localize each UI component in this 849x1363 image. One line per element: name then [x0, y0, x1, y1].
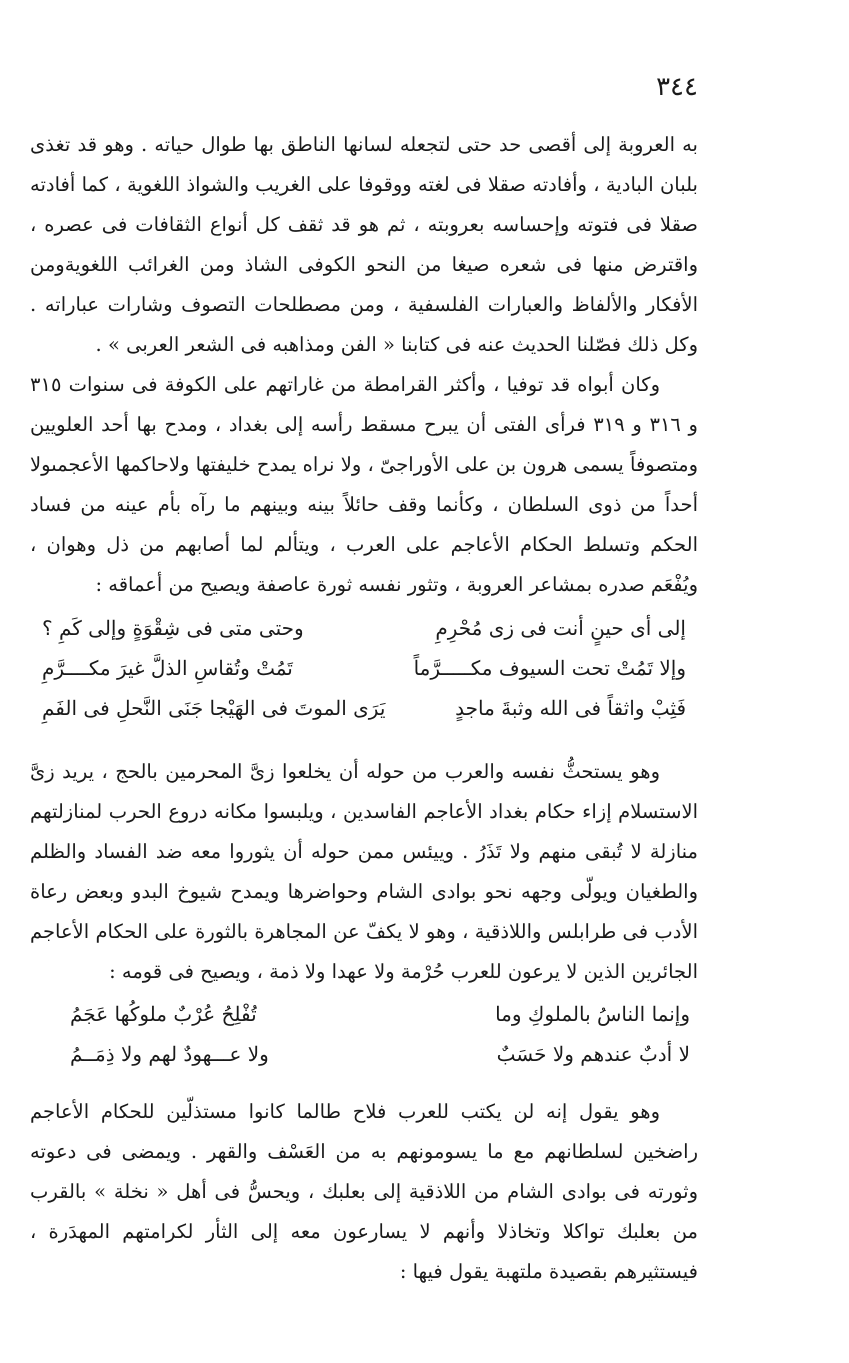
paragraph-1: به العروبة إلى أقصى حد حتى لتجعله لسانها الناطق بها طوال حياته . وهو قد تغذى بلبان البادية ، وأفادته صقلا فى لغته ووقوفا على الغريب والشواذ اللغوية ، كما أفادته صقلا فى فتوته وإحساسه بعروبته ، ثم هو قد ثقف كل أنواع الثقافات فى عصره ، واقترض منها فى شعره صيغا من النحو الكوفى الشاذ ومن الغرائب اللغويةومن الأفكار والألفاظ والعبارات الفلسفية ، ومن مصطلحات التصوف وشارات عباراته . وكل ذلك فصّلنا الحديث عنه فى كتابنا « الفن ومذاهبه فى الشعر العربى » .: [30, 133, 698, 356]
paragraph-4: وهو يقول إنه لن يكتب للعرب فلاح طالما كانوا مستذلّين للحكام الأعاجم راضخين لسلطانهم مع ما يسومونهم به من العَسْف والقهر . ويمضى فى دعوته وثورته فى بوادى الشام من اللاذقية إلى بعلبك ، ويحسُّ فى أهل « نخلة » بالقرب من بعلبك تواكلا وتخاذلا وأنهم لا يسارعون معه إلى الثأر لكرامتهم المهدَرة ، فيستثيرهم بقصيدة ملتهبة يقول فيها :: [30, 1100, 698, 1283]
verse-row: [30, 608, 698, 648]
poem-1: [30, 608, 698, 728]
verse-first-hemistich: وإنما الناسُ بالملوكِ وما: [495, 1002, 690, 1026]
poem-2: [30, 994, 698, 1074]
verse-first-hemistich: وإلا تَمُتْ تحت السيوف مكـــــرَّماً: [413, 656, 686, 680]
verse-row: [30, 688, 698, 728]
page-number: ٣٤٤: [656, 72, 698, 102]
verse-second-hemistich: تُفْلِحُ عُرْبٌ ملوكُها عَجَمُ: [70, 1002, 257, 1026]
verse-first-hemistich: فَثِبْ واثقاً فى الله وثبةَ ماجدٍ: [455, 696, 686, 720]
body-text-section-2: [30, 752, 698, 992]
verse-second-hemistich: يَرَى الموتَ فى الهَيْجا جَنَى النَّحلِ فى الفَمِ: [42, 696, 386, 720]
verse-row: [30, 1034, 698, 1074]
body-text-section-1: [30, 125, 698, 605]
verse-row: [30, 648, 698, 688]
verse-first-hemistich: إلى أى حينٍ أنت فى زى مُحْرِمِ: [435, 616, 686, 640]
verse-row: [30, 994, 698, 1034]
paragraph-3: وهو يستحثُّ نفسه والعرب من حوله أن يخلعوا زىَّ المحرمين بالحج ، يريد زىَّ الاستسلام إزاء حكام بغداد الأعاجم الفاسدين ، ويلبسوا مكانه دروع الحرب لمنازلتهم منازلة لا تُبقى منهم ولا تَذَرُ . وييئس ممن حوله أن يثوروا معه ضد الفساد والظلم والطغيان ويولّى وجهه نحو بوادى الشام وحواضرها ويمدح شيوخ البدو وبعض رعاة الأدب فى طرابلس واللاذقية ، وهو لا يكفّ عن المجاهرة بالثورة على الحكام الأعاجم الجائرين الذين لا يرعون للعرب حُرْمة ولا عهدا ولا ذمة ، ويصيح فى قومه :: [30, 760, 698, 983]
verse-second-hemistich: تَمُتْ وتُقاسِ الذلَّ غيرَ مكــــرَّمِ: [42, 656, 293, 680]
verse-first-hemistich: لا أدبٌ عندهم ولا حَسَبٌ: [496, 1042, 690, 1066]
paragraph-2: وكان أبواه قد توفيا ، وأكثر القرامطة من غاراتهم على الكوفة فى سنوات ٣١٥ و ٣١٦ و ٣١٩ فرأى الفتى أن يبرح مسقط رأسه إلى بغداد ، ومدح بها أحد العلويين ومتصوفاً يسمى هرون بن على الأوراجىّ ، ولا نراه يمدح خليفتها ولاحاكمها الأعجمىولا أحداً من ذوى السلطان ، وكأنما وقف حائلاً بينه وبينهم ما رآه بأم عينه من فساد الحكم وتسلط الحكام الأعاجم على العرب ، ويتألم لما أصابهم من ذل وهوان ، ويُفْعَم صدره بمشاعر العروبة ، وتثور نفسه ثورة عاصفة ويصيح من أعماقه :: [30, 373, 698, 596]
verse-second-hemistich: ولا عـــهودٌ لهم ولا ذِمَــمُ: [70, 1042, 269, 1066]
body-text-section-3: [30, 1092, 698, 1292]
verse-second-hemistich: وحتى متى فى شِقْوَةٍ وإلى كَمِ ؟: [42, 616, 304, 640]
